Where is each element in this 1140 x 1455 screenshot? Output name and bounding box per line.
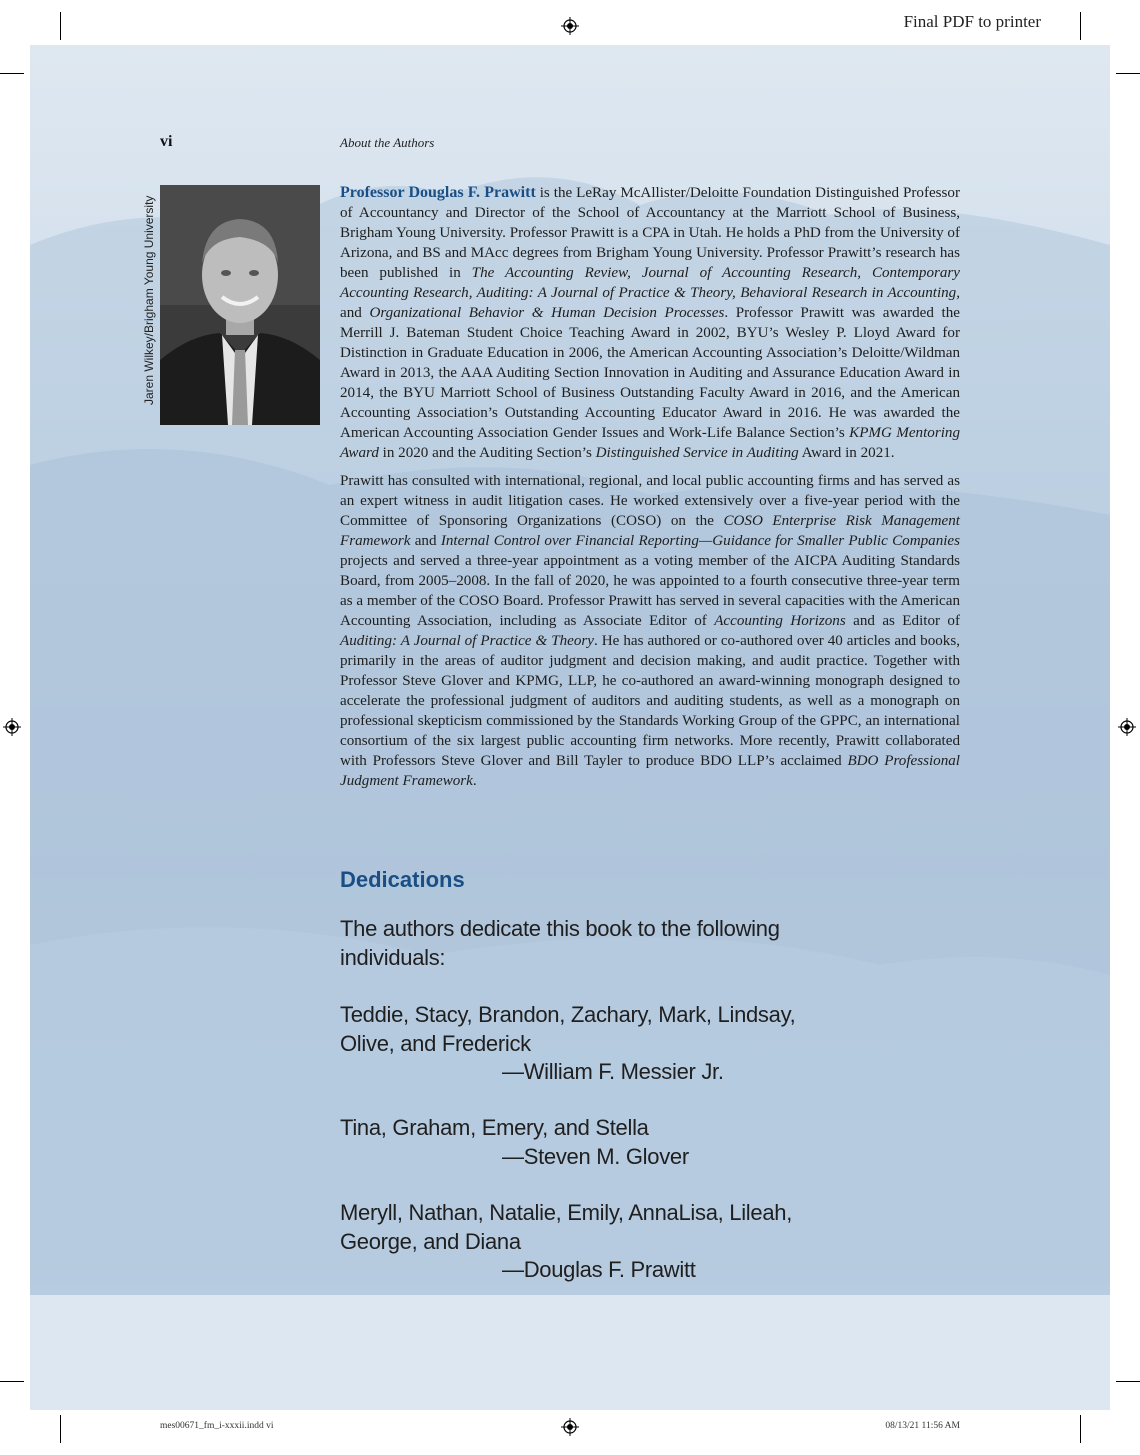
bio-text-run: The Accounting Review, Journal of Accounting Research, Contemporary Accounting Research, Auditing: A Journal of Practice & Theory, Behavioral Research in Accounting, — [340, 265, 960, 301]
registration-mark-icon — [561, 17, 579, 35]
crop-mark — [1116, 73, 1140, 74]
page-number: vi — [160, 133, 173, 150]
bio-text-run: projects and served a three-year appointment as a voting member of the AICPA Auditing Standards Board, from 2005–2008. In the fall of 2020, he was appointed to a fourth consecutive three-year term as a member of the COSO Board. Professor Prawitt has served in several capacities with the American Accounting Association, including as Associate Editor of — [340, 553, 960, 629]
dedications-heading: Dedications — [340, 867, 465, 892]
bio-text-run: Accounting Horizons — [714, 613, 846, 629]
crop-mark — [1080, 12, 1081, 40]
bio-text-run: Distinguished Service in Auditing — [595, 445, 799, 461]
dedication-entry — [340, 1114, 820, 1171]
dedication-entry — [340, 1001, 820, 1087]
bio-text-run: and — [340, 305, 370, 321]
bio-text-run: BDO Professional Judgment Framework — [340, 753, 960, 789]
bio-text-run: Auditing: A Journal of Practice & Theory — [340, 633, 594, 649]
bio-text-run: Prawitt has consulted with international, regional, and local public accounting firms and has served as an expert witness in audit litigation cases. He worked extensively over a five-year period with the Committee of Sponsoring Organizations (COSO) on the — [340, 473, 960, 529]
dedication-entry — [340, 1199, 820, 1285]
dedication-names: Meryll, Nathan, Natalie, Emily, AnnaLisa, Lileah, George, and Diana — [340, 1200, 793, 1254]
file-timestamp: 08/13/21 11:56 AM — [885, 1421, 960, 1431]
bio-text-run: . He has authored or co-authored over 40 articles and books, primarily in the areas of auditor judgment and decision making, and audit practice. Together with Professor Steve Glover and KPMG, LLP, he co-authored an award-winning monograph designed to accelerate the professional judgment of auditors and auditing students, as well as a monograph on professional skepticism commissioned by the Standards Working Group of the GPPC, an international consortium of the six largest public accounting firm networks. More recently, Prawitt collaborated with Professors Steve Glover and Bill Tayler to produce BDO LLP’s acclaimed — [340, 633, 960, 769]
bio-paragraph-1 — [340, 183, 960, 463]
crop-mark — [60, 1415, 61, 1443]
dedication-names: Tina, Graham, Emery, and Stella — [340, 1115, 649, 1140]
dedication-signature: —William F. Messier Jr. — [502, 1059, 724, 1084]
bio-text-run: and — [410, 533, 441, 549]
registration-mark-icon — [561, 1418, 579, 1436]
bio-text-run: . Professor Prawitt was awarded the Merrill J. Bateman Student Choice Teaching Award in 2002, BYU’s Wesley P. Lloyd Award for Distinction in Graduate Education in 2006, the American Accounting Association’s Deloitte/Wildman Award in 2013, the AAA Auditing Section Innovation in Auditing and Assurance Education Award in 2014, the BYU Marriott School of Business Outstanding Faculty Award in 2016, and the American Accounting Association’s Outstanding Accounting Educator Award in 2016. He was awarded the American Accounting Association Gender Issues and Work-Life Balance Section’s — [340, 305, 960, 441]
bio-text-run: in 2020 and the Auditing Section’s — [378, 445, 596, 461]
dedication-signature: —Douglas F. Prawitt — [502, 1257, 696, 1282]
crop-mark — [0, 73, 24, 74]
bio-text-run: COSO Enterprise Risk Management Framework — [340, 513, 960, 549]
bio-text-run: . — [472, 773, 477, 789]
author-bio — [340, 183, 960, 799]
registration-mark-icon — [1118, 718, 1136, 736]
crop-mark — [1080, 1415, 1081, 1443]
crop-mark — [0, 1381, 24, 1382]
registration-mark-icon — [3, 718, 21, 736]
dedications-intro: The authors dedicate this book to the following individuals: — [340, 916, 780, 970]
crop-mark — [1116, 1381, 1140, 1382]
dedication-names: Teddie, Stacy, Brandon, Zachary, Mark, Lindsay, Olive, and Frederick — [340, 1002, 796, 1056]
running-head: About the Authors — [340, 135, 435, 150]
crop-mark — [60, 12, 61, 40]
photo-credit: Jaren Wilkey/Brigham Young University — [142, 195, 156, 405]
file-slug: mes00671_fm_i-xxxii.indd vi — [160, 1421, 274, 1431]
bio-paragraph-2 — [340, 471, 960, 791]
bio-text-run: KPMG Mentoring Award — [340, 425, 960, 461]
bio-text-run: Internal Control over Financial Reporting—Guidance for Smaller Public Companies — [440, 533, 961, 549]
bio-text-run: and as Editor of — [845, 613, 961, 629]
bio-text-run: Organizational Behavior & Human Decision Processes — [369, 305, 725, 321]
bio-text-run: is the LeRay McAllister/Deloitte Foundation Distinguished Professor of Accountancy and Director of the School of Accountancy at the Marriott School of Business, Brigham Young University. Professor Prawitt is a CPA in Utah. He holds a PhD from the University of Arizona, and BS and MAcc degrees from Brigham Young University. Professor Prawitt’s research has been published in — [340, 185, 960, 281]
print-status-note: Final PDF to printer — [903, 12, 1041, 31]
author-photo — [160, 185, 320, 425]
dedication-signature: —Steven M. Glover — [502, 1143, 689, 1169]
author-name: Professor Douglas F. Prawitt — [340, 184, 536, 201]
bio-text-run: Award in 2021. — [798, 445, 895, 461]
